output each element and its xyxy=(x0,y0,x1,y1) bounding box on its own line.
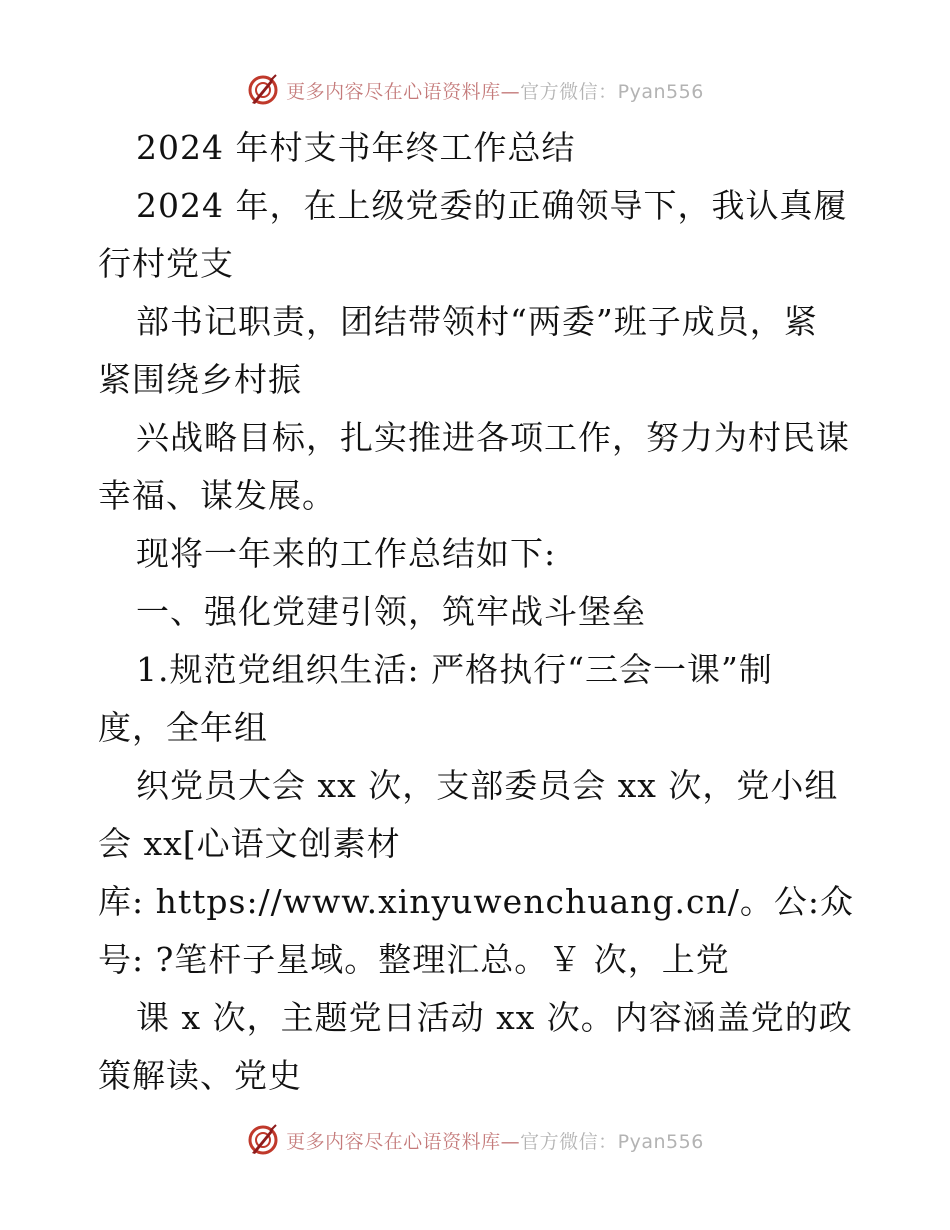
paragraph-line: 库: https://www.xinyuwenchuang.cn/。公:众 xyxy=(98,882,854,921)
wechat-id: 官方微信：Pyan556 xyxy=(520,1130,704,1153)
banner-text: 更多内容尽在心语资料库—官方微信：Pyan556 xyxy=(286,80,704,103)
paragraph-line: 会 xx[心语文创素材 xyxy=(98,824,401,863)
paragraph-line: 兴战略目标，扎实推进各项工作，努力为村民谋 xyxy=(136,418,850,457)
paragraph-line: 行村党支 xyxy=(98,244,234,283)
banner-text: 更多内容尽在心语资料库—官方微信：Pyan556 xyxy=(286,1130,704,1153)
paragraph-line: 课 x 次，主题党日活动 xx 次。内容涵盖党的政 xyxy=(136,998,853,1037)
header-banner xyxy=(0,70,950,110)
section-heading: 一、强化党建引领，筑牢战斗堡垒 xyxy=(136,592,646,631)
document-title: 2024 年村支书年终工作总结 xyxy=(136,128,576,167)
quill-pen-circle-icon xyxy=(246,1123,280,1157)
wechat-id: 官方微信：Pyan556 xyxy=(520,80,704,103)
paragraph-line: 2024 年，在上级党委的正确领导下，我认真履 xyxy=(136,186,848,225)
paragraph-line: 策解读、党史 xyxy=(98,1056,302,1095)
footer-banner xyxy=(0,1120,950,1160)
paragraph-line: 紧围绕乡村振 xyxy=(98,360,302,399)
quill-pen-circle-icon xyxy=(246,73,280,107)
paragraph-line: 织党员大会 xx 次，支部委员会 xx 次，党小组 xyxy=(136,766,839,805)
paragraph-line: 度，全年组 xyxy=(98,708,268,747)
paragraph-line: 现将一年来的工作总结如下: xyxy=(136,534,557,573)
paragraph-line: 部书记职责，团结带领村“两委”班子成员，紧 xyxy=(136,302,818,341)
paragraph-line: 号: ?笔杆子星域。整理汇总。￥ 次，上党 xyxy=(98,940,730,979)
paragraph-line: 幸福、谋发展。 xyxy=(98,476,336,515)
paragraph-line: 1.规范党组织生活: 严格执行“三会一课”制 xyxy=(136,650,773,689)
